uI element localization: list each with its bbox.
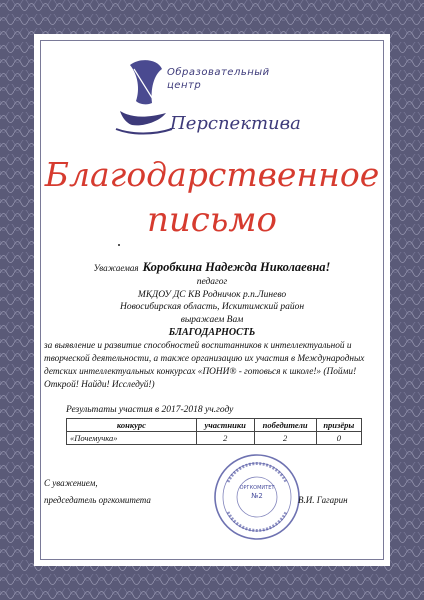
cell-participants: 2 xyxy=(196,432,254,445)
recipient-region: Новосибирская область, Искитимский район xyxy=(119,302,305,312)
regards-text: С уважением, xyxy=(44,478,98,488)
results-table xyxy=(66,418,362,445)
stray-dot xyxy=(118,244,120,246)
body-line-3: детских интеллектуальных конкурсах «ПОНИ® - готовься к школе!» (Пойми! xyxy=(44,367,357,377)
organization-stamp xyxy=(212,452,302,542)
cell-winners: 2 xyxy=(254,432,316,445)
expresses-text: выражаем Вам xyxy=(180,315,244,325)
stamp-text: ОРГКОМИТЕТ xyxy=(239,485,275,491)
cell-contest: «Почемучка» xyxy=(67,432,197,445)
recipient-organization: МКДОУ ДС КВ Родничок р.п.Линево xyxy=(137,290,287,300)
greeting xyxy=(0,258,424,276)
logo-line-3: Перспектива xyxy=(170,113,301,134)
signer-name: В.И. Гагарин xyxy=(298,495,348,505)
chair-title: председатель оргкомитета xyxy=(44,495,151,505)
table-row xyxy=(67,432,362,445)
header-contest: конкурс xyxy=(67,419,197,432)
header-participants: участники xyxy=(196,419,254,432)
logo-line-2: центр xyxy=(167,80,202,91)
gratitude-heading: БЛАГОДАРНОСТЬ xyxy=(168,327,256,338)
results-heading: Результаты участия в 2017-2018 уч.году xyxy=(66,405,234,415)
stamp-number: №2 xyxy=(251,492,263,500)
header-winners: победители xyxy=(254,419,316,432)
body-line-4: Открой! Найди! Исследуй!) xyxy=(44,380,155,390)
document-title-line-2: письмо xyxy=(146,200,277,240)
recipient-name: Коробкина Надежда Николаевна! xyxy=(142,260,331,274)
body-line-1: за выявление и развитие способностей воспитанников к интеллектуальной и xyxy=(44,341,352,351)
logo-line-1: Образовательный xyxy=(167,67,270,78)
document-title-line-1: Благодарственное xyxy=(44,155,380,194)
recipient-position: педагог xyxy=(196,277,228,287)
salutation: Уважаемая xyxy=(93,263,139,273)
header-prizewinners: призёры xyxy=(316,419,361,432)
cell-prizewinners: 0 xyxy=(316,432,361,445)
body-line-2: творческой деятельности, а также организацию их участия в Международных xyxy=(44,354,365,364)
organization-logo xyxy=(110,55,330,145)
table-header-row xyxy=(67,419,362,432)
